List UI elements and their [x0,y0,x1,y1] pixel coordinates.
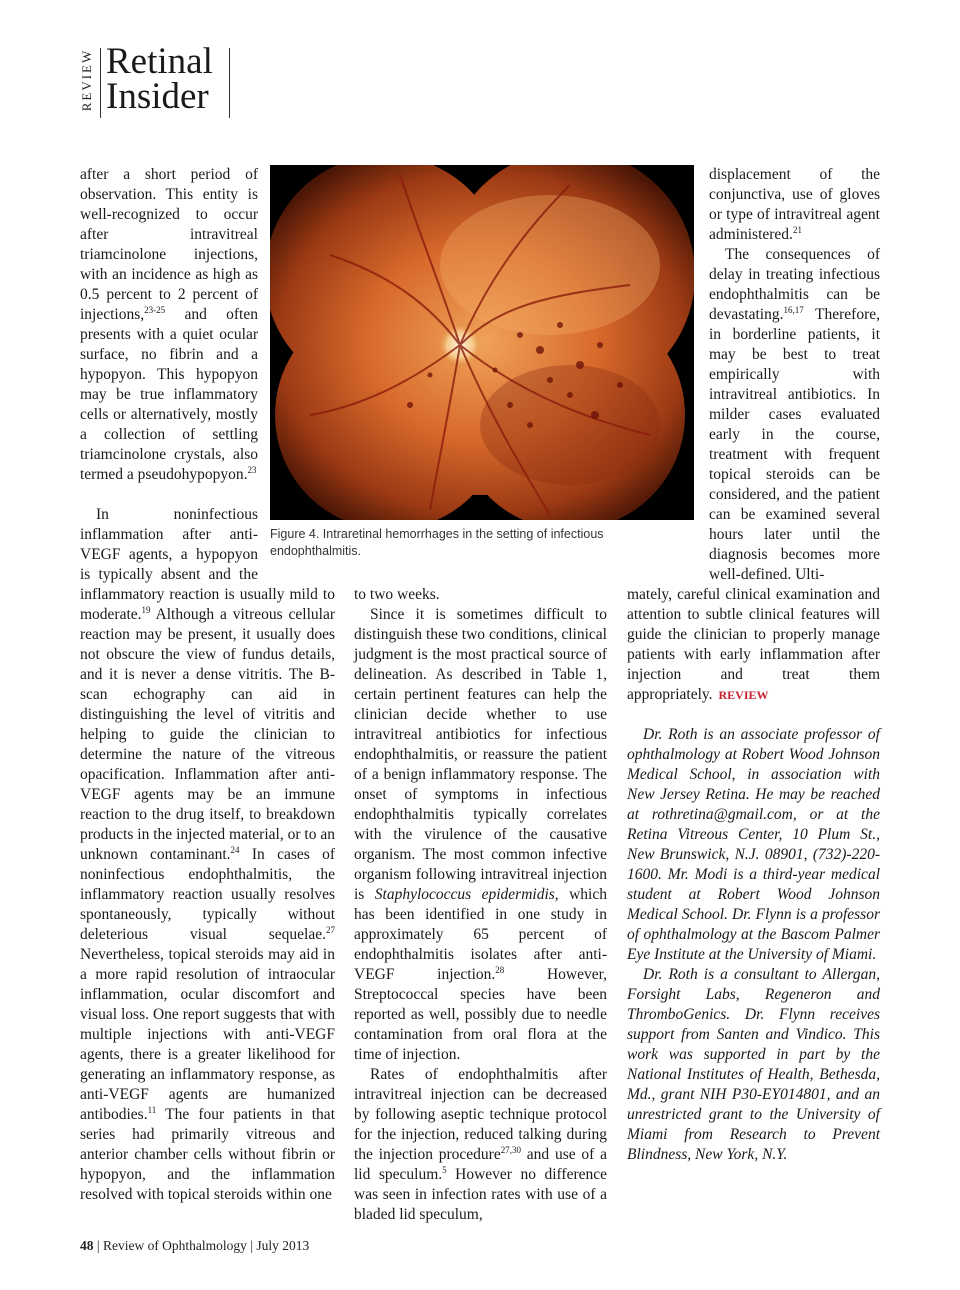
reference: 11 [147,1104,157,1115]
column-3-top [709,165,880,585]
issue-date: July 2013 [256,1238,310,1253]
paragraph: after a short period of observation. This entity is well-recognized to occur after intravitreal triamcinolone injections, with an incidence as high as 0.5 percent to 2 percent of injections,$^{23-25}$ and often presents with a quiet ocular surface, no fibrin and a hypopyon. This hypopyon may be true inflammatory cells or alternatively, mostly a collection of settling triamcinolone crystals, also termed a pseudohypopyon.$^{23}$ [80,166,258,483]
section-label [78,44,96,118]
reference: 23-25 [144,304,166,315]
reference: 27 [326,924,335,935]
bio-paragraph: Dr. Roth is a consultant to Allergan, Forsight Labs, Regeneron and ThromboGenics. Dr. Flynn receives support from Santen and Vindico. This work was supported in part by the National Institutes of Health, Bethesda, Md., grant NIH P30-EY014801, and an unrestricted grant to the University of Miami from Research to Prevent Blindness, New York, N.Y. [627,966,880,1163]
masthead-title-line2: Insider [106,76,209,117]
reference: 19 [141,604,151,615]
page-number: 48 [80,1238,94,1253]
reference: 5 [442,1164,447,1175]
masthead-title [106,41,228,117]
column-1-top [80,165,258,485]
fundus-image [270,165,694,520]
organism-name: Staphylococcus epidermidis [374,886,555,903]
bio-paragraph: Dr. Roth is an associate professor of ophthalmology at Robert Wood Johnson Medical School, in association with New Jersey Retina. He may be reached at rothretina@gmail.com, or at the Retina Vitreous Center, 10 Plum St., New Brunswick, N.J. 08901, (732)-220-1600. Mr. Modi is a third-year medical student at Robert Wood Johnson Medical School. Dr. Flynn is a professor of ophthalmology at the Bascom Palmer Eye Institute at the University of Miami. [627,726,880,963]
paragraph: The consequences of delay in treating infectious endophthalmitis can be devastating.$^{16,17}$ Therefore, in borderline patients, it may be best to treat empirically with intravitreal antibiotics. In milder cases evaluated early in the course, treatment with frequent topical steroids can be considered, and the patient can be examined several hours later until the diagnosis becomes more well-defined. Ulti- [709,246,880,583]
column-1-main [80,505,335,1205]
masthead-divider-left [100,48,101,118]
section-label-text: REVIEW [79,48,94,112]
paragraph: mately, careful clinical examination and attention to subtle clinical features will guide the clinician to properly manage patients with early inflammation after injection and treat them appropriately. REVIEW [627,586,880,703]
fundus-photo [270,165,694,520]
reference: 16,17 [783,304,804,315]
masthead-divider-right [229,48,230,118]
journal-name: Review of Ophthalmology [102,1238,247,1253]
reference: 23 [247,464,257,475]
page-footer: 48 | Review of Ophthalmology | July 2013 [80,1238,310,1253]
author-bio [627,725,880,1165]
paragraph: Rates of endophthalmitis after intravitreal injection can be decreased by following aseptic technique protocol for the injection, reduced talking during the injection procedure$^{27,30}$ and use of a lid speculum.$^5$ However no difference was seen in infection rates with use of a bladed lid speculum, [354,1066,607,1223]
reference: 21 [792,224,802,235]
column-2 [354,585,607,1225]
column-3-bottom [627,585,880,705]
reference: 24 [230,844,240,855]
reference: 27,30 [500,1144,521,1155]
paragraph: Since it is sometimes difficult to distinguish these two conditions, clinical judgment is the most practical source of delineation. As described in Table 1, certain pertinent features can help the clinician decide whether to use intravitreal antibiotics for infectious endophthalmitis, or reassure the patient of a benign inflammatory response. The onset of symptoms in infectious endophthalmitis typically correlates with the virulence of the causative organism. The most common infective organism following intravitreal injection is Staphylococcus epidermidis, which has been identified in one study in approximately 65 percent of endophthalmitis isolates after anti-VEGF injection.$^{28}$ However, Streptococcal species have been reported as well, possibly due to needle contamination from oral flora at the time of injection. [354,606,607,1063]
paragraph: displacement of the conjunctiva, use of gloves or type of intravitreal agent administered.$^{21}$ [709,166,880,243]
paragraph: In noninfectious inflammation after anti-VEGF agents, a hypopyon is typically absent and the inflammatory reaction is usually mild to moderate.$^{19}$ Although a vitreous cellular reaction may be present, it usually does not obscure the view of fundus details, and it is never a dense vitritis. The B-scan echography can aid in distinguishing the level of vitritis and helping to guide the clinician to determine the nature of the vitreous opacification. Inflammation after anti-VEGF agents may be an immune reaction to the drug itself, to breakdown products in the injected material, or to an unknown contaminant.$^{24}$ In cases of noninfectious endophthalmitis, the inflammatory reaction usually resolves spontaneously, typically without deleterious visual sequelae.$^{27}$ Nevertheless, topical steroids may aid in a more rapid resolution of intraocular inflammation, ocular discomfort and visual loss. One report suggests that with multiple injections with anti-VEGF agents, there is a greater likelihood for generating an inflammatory response, as anti-VEGF agents are humanized antibodies.$^{11}$ The four patients in that series had primarily vitreous and anterior chamber cells without fibrin or hypopyon, and the inflammation resolved with topical steroids within one [80,506,336,1203]
masthead-title-line1: Retinal [106,41,213,82]
reference: 28 [495,964,505,975]
figure-caption: Figure 4. Intraretinal hemorrhages in the setting of infectious endophthalmitis. [270,527,604,558]
end-mark: REVIEW [718,688,769,702]
paragraph: to two weeks. [354,586,440,603]
